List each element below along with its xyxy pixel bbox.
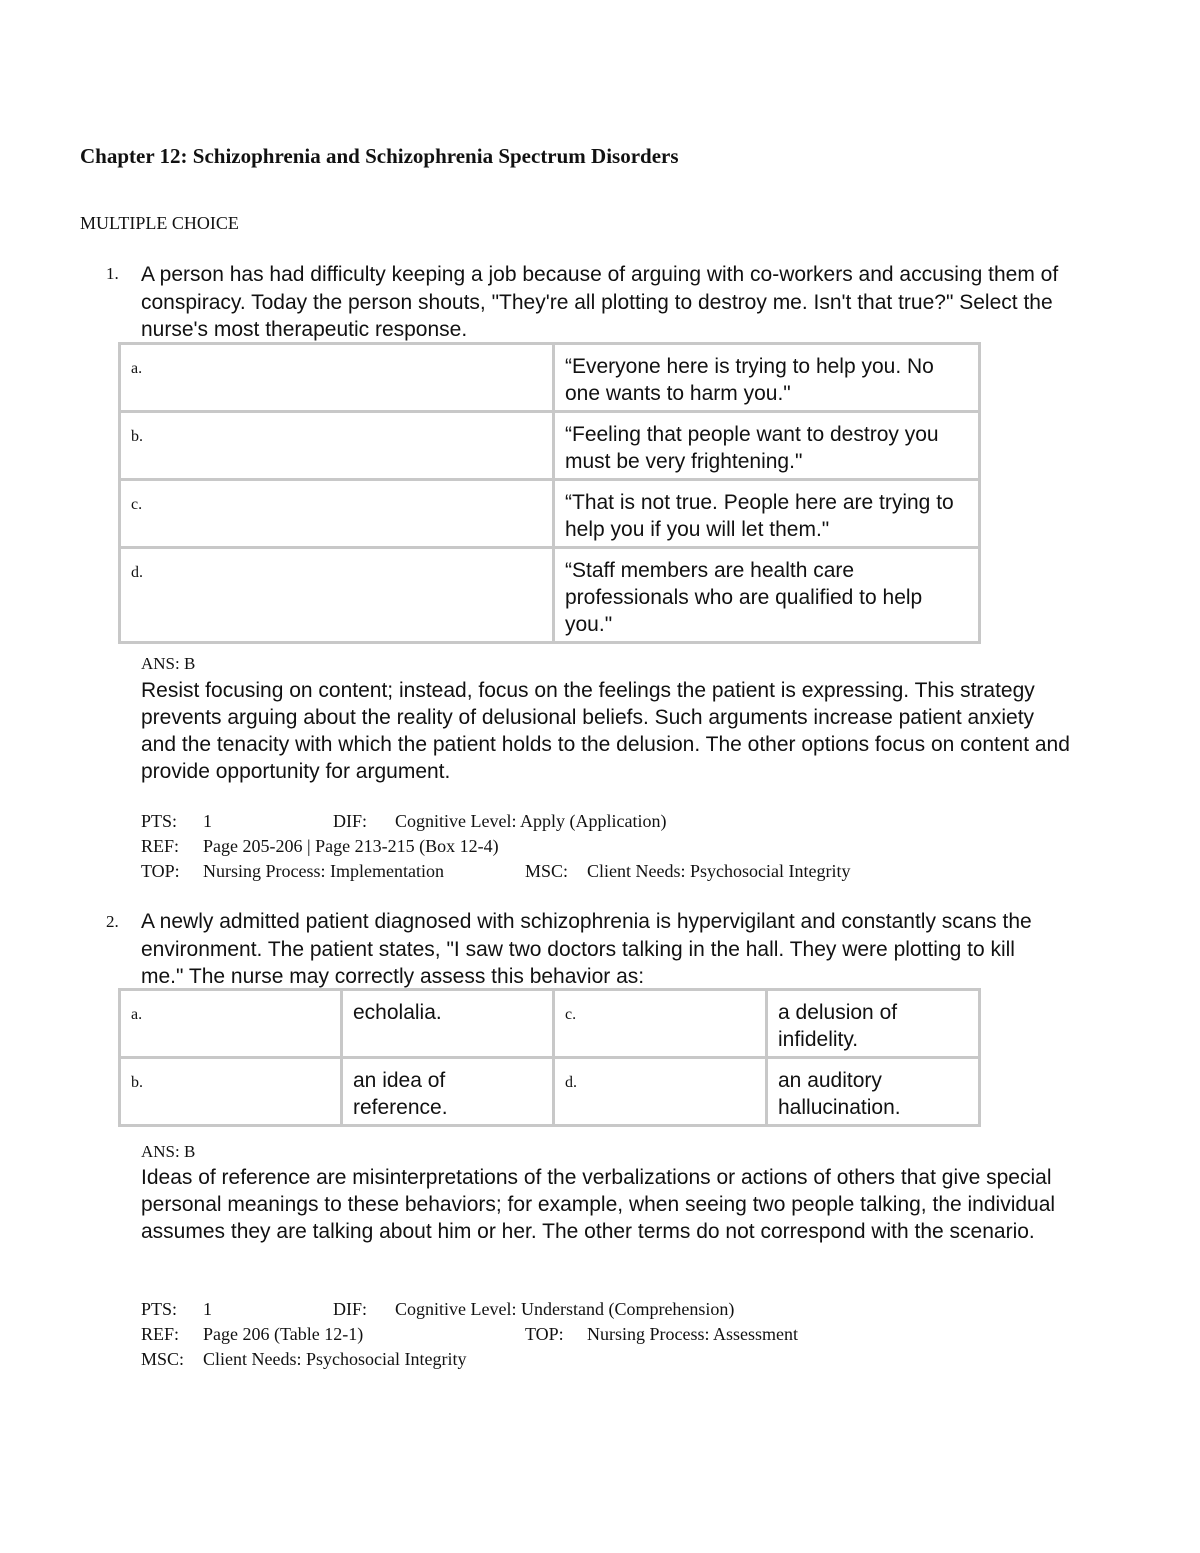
meta-row xyxy=(141,1349,466,1370)
answer-key: ANS: B xyxy=(141,654,196,673)
option-row xyxy=(120,480,980,548)
option-label: a. xyxy=(120,990,342,1058)
option-row xyxy=(120,412,980,480)
meta-row xyxy=(141,811,666,832)
option-text: an auditory hallucination. xyxy=(767,1058,980,1126)
section-heading: MULTIPLE CHOICE xyxy=(80,213,239,233)
meta-top-value: Nursing Process: Assessment xyxy=(587,1324,798,1344)
meta-dif-value: Cognitive Level: Understand (Comprehension) xyxy=(395,1299,735,1319)
option-text: echolalia. xyxy=(342,990,554,1058)
option-label: c. xyxy=(554,990,767,1058)
answer-key: ANS: B xyxy=(141,1142,196,1161)
meta-msc-value: Client Needs: Psychosocial Integrity xyxy=(203,1349,467,1369)
option-label: b. xyxy=(120,1058,342,1126)
option-text: “Staff members are health care professionals who are qualified to help you." xyxy=(554,548,980,643)
meta-msc-label: MSC: xyxy=(141,1349,185,1369)
option-row xyxy=(120,1058,980,1126)
meta-pts-label: PTS: xyxy=(141,811,178,831)
question-stem: A person has had difficulty keeping a job because of arguing with co-workers and accusing them of conspiracy. Today the person shouts, "They're all plotting to destroy me. Isn't that true?" Select the nurse's most therapeutic response. xyxy=(141,263,1059,341)
meta-row xyxy=(141,1324,798,1345)
question-stem: A newly admitted patient diagnosed with schizophrenia is hypervigilant and constantly scans the environment. The patient states, "I saw two doctors talking in the hall. They were plotting to kill me." The nurse may correctly assess this behavior as: xyxy=(141,910,1032,988)
option-label: c. xyxy=(120,480,554,548)
rationale: Resist focusing on content; instead, focus on the feelings the patient is expressing. This strategy prevents arguing about the reality of delusional beliefs. Such arguments increase patient anxiety and the tenacity with which the patient holds to the delusion. The other options focus on content and provide opportunity for argument. xyxy=(141,679,1070,783)
option-text: an idea of reference. xyxy=(342,1058,554,1126)
meta-row xyxy=(141,1299,734,1320)
meta-ref-value: Page 205-206 | Page 213-215 (Box 12-4) xyxy=(203,836,499,856)
option-row xyxy=(120,344,980,412)
meta-dif-label: DIF: xyxy=(333,811,368,831)
question-number: 1. xyxy=(106,264,119,283)
chapter-title: Chapter 12: Schizophrenia and Schizophrenia Spectrum Disorders xyxy=(80,144,679,168)
option-row xyxy=(120,990,980,1058)
option-text: “Everyone here is trying to help you. No one wants to harm you." xyxy=(554,344,980,412)
option-label: b. xyxy=(120,412,554,480)
option-label: d. xyxy=(120,548,554,643)
meta-dif-value: Cognitive Level: Apply (Application) xyxy=(395,811,667,831)
option-row xyxy=(120,548,980,643)
options-table xyxy=(118,342,981,644)
meta-top-label: TOP: xyxy=(525,1324,564,1344)
meta-row xyxy=(141,861,850,882)
options-table xyxy=(118,988,981,1127)
meta-ref-label: REF: xyxy=(141,1324,180,1344)
option-label: a. xyxy=(120,344,554,412)
option-label: d. xyxy=(554,1058,767,1126)
option-text: “Feeling that people want to destroy you must be very frightening." xyxy=(554,412,980,480)
meta-pts-value: 1 xyxy=(203,811,212,831)
meta-msc-value: Client Needs: Psychosocial Integrity xyxy=(587,861,851,881)
option-text: a delusion of infidelity. xyxy=(767,990,980,1058)
meta-row xyxy=(141,836,499,857)
question-number: 2. xyxy=(106,912,119,931)
meta-pts-label: PTS: xyxy=(141,1299,178,1319)
meta-ref-label: REF: xyxy=(141,836,180,856)
meta-ref-value: Page 206 (Table 12-1) xyxy=(203,1324,364,1344)
rationale: Ideas of reference are misinterpretations of the verbalizations or actions of others that give special personal meanings to these behaviors; for example, when seeing two people talking, the individual assumes they are talking about him or her. The other terms do not correspond with the scenario. xyxy=(141,1166,1056,1243)
meta-pts-value: 1 xyxy=(203,1299,212,1319)
meta-dif-label: DIF: xyxy=(333,1299,368,1319)
meta-top-label: TOP: xyxy=(141,861,180,881)
meta-top-value: Nursing Process: Implementation xyxy=(203,861,444,881)
meta-msc-label: MSC: xyxy=(525,861,569,881)
option-text: “That is not true. People here are trying to help you if you will let them." xyxy=(554,480,980,548)
